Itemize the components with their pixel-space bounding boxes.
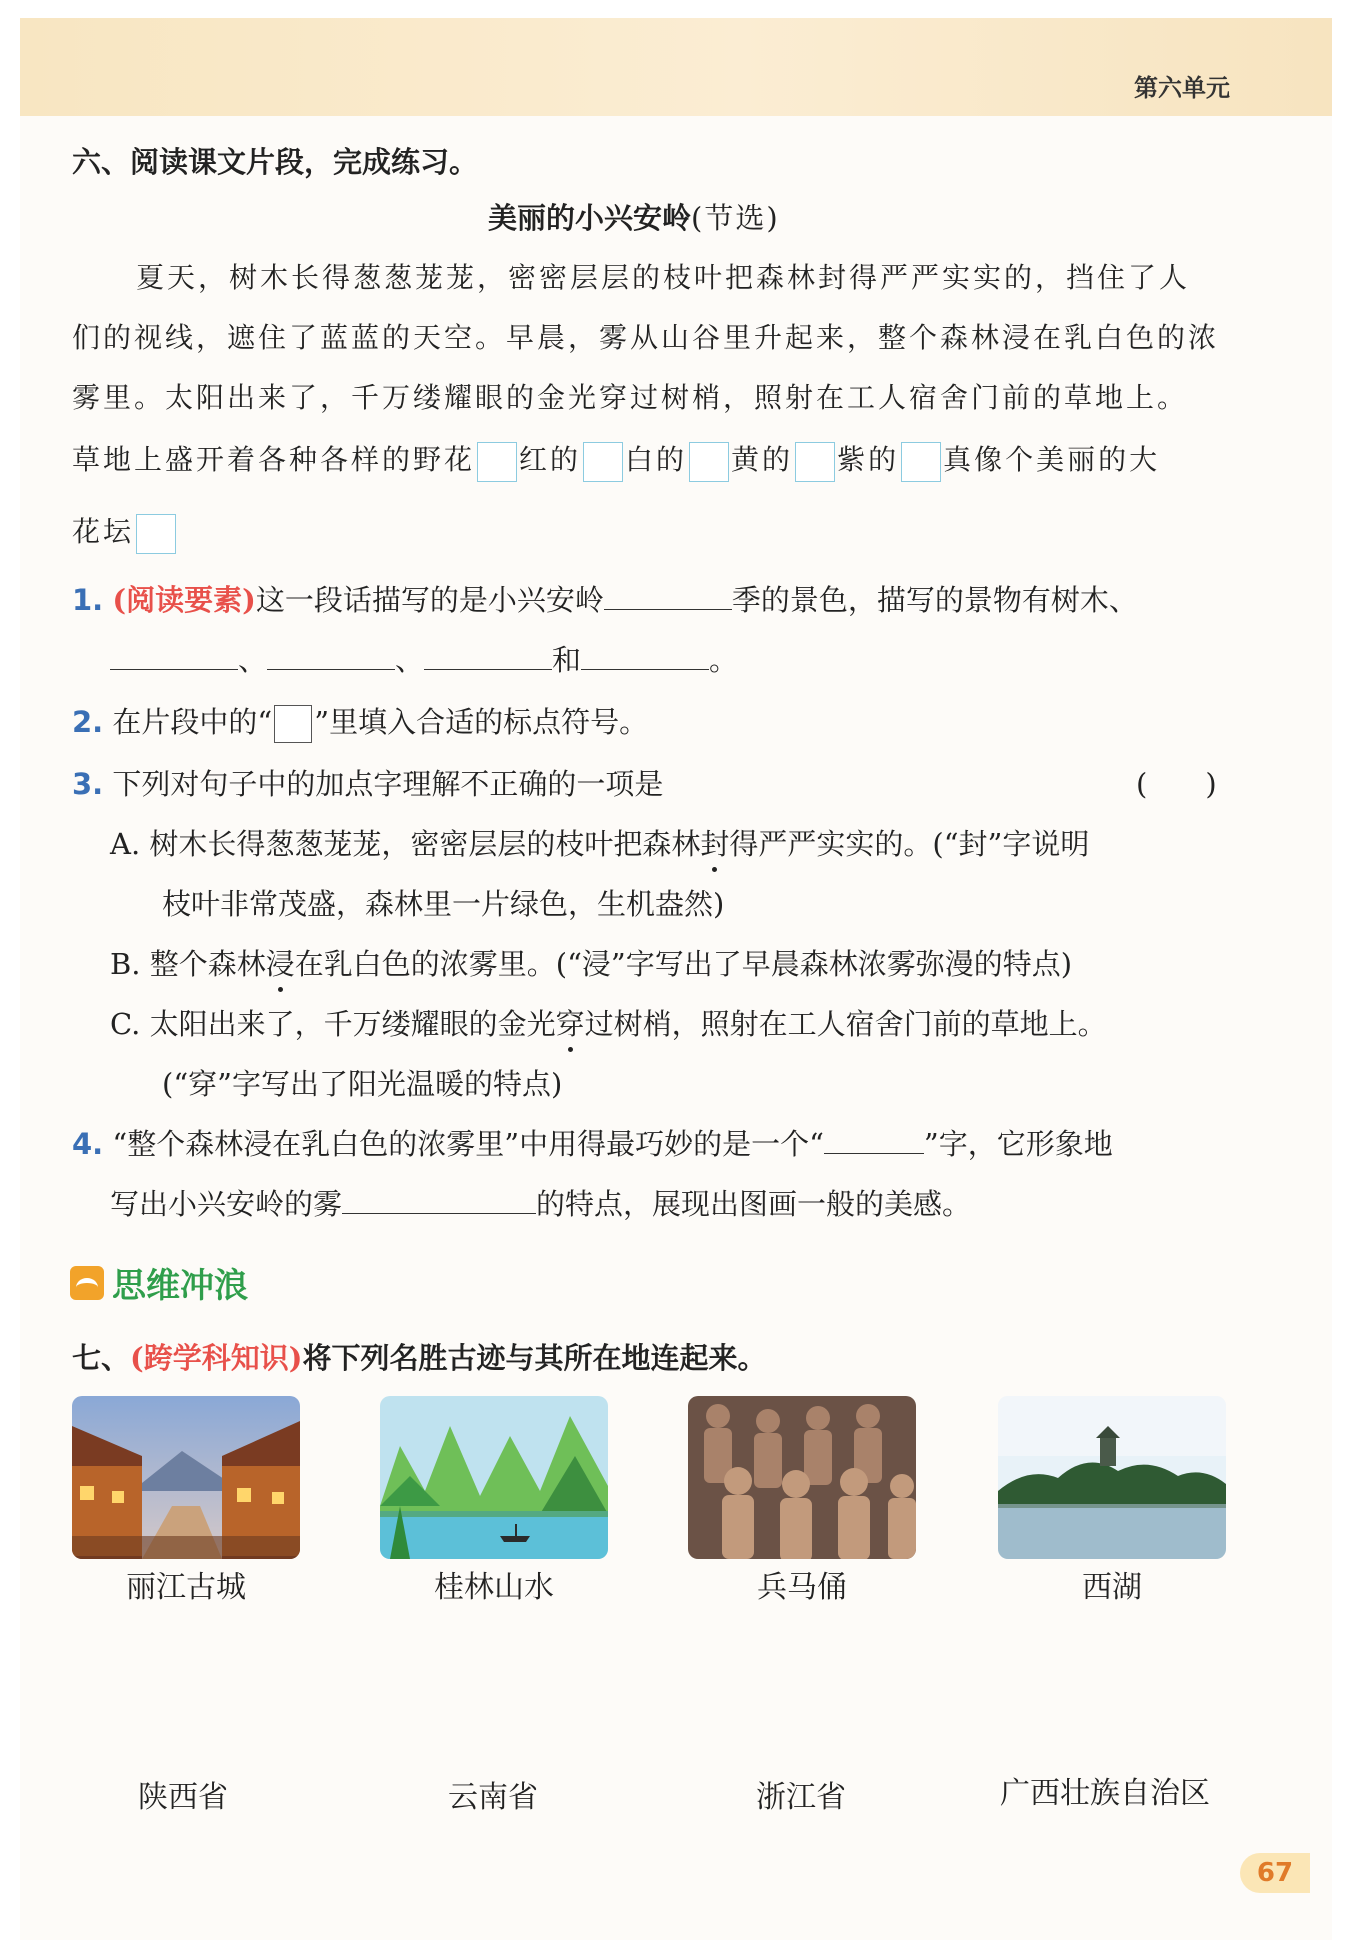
passage-text: 花坛 [72,515,135,548]
punctuation-box[interactable] [477,442,517,482]
question-number: 3. [72,767,104,801]
province-name[interactable]: 云南省 [448,1780,538,1815]
site-name[interactable]: 兵马俑 [757,1570,847,1605]
answer-blank[interactable] [267,639,395,670]
answer-blank[interactable] [604,579,732,610]
passage-line-2: 们的视线，遮住了蓝蓝的天空。早晨，雾从山谷里升起来，整个森林浸在乳白色的浓 [72,321,1220,354]
question-text: ”里填入合适的标点符号。 [314,705,649,739]
passage-line-1: 夏天，树木长得葱葱茏茏，密密层层的枝叶把森林封得严严实实的，挡住了人 [136,261,1191,294]
answer-blank[interactable] [824,1123,924,1154]
section7-heading [72,1336,766,1377]
question-text: 的特点，展现出图画一般的美感。 [536,1187,972,1221]
thinking-label: 思维冲浪 [112,1266,248,1306]
punctuation-box[interactable] [136,514,176,554]
option-label: C. [110,1007,141,1041]
passage-text: 紫的 [837,443,900,476]
question-text: “整个森林浸在乳白色的浓雾里”中用得最巧妙的是一个“ [112,1127,824,1161]
answer-paren[interactable]: ( ) [1136,767,1217,801]
site-name[interactable]: 桂林山水 [434,1570,554,1605]
section6-heading: 六、阅读课文片段，完成练习。 [72,145,479,179]
option-c[interactable] [110,1002,1107,1043]
site-name[interactable]: 西湖 [1082,1570,1142,1605]
photo-guilin-landscape [380,1396,608,1559]
photo-lijiang-old-town [72,1396,300,1559]
passage-text: 白的 [625,443,688,476]
period: 。 [709,643,739,677]
option-label: A. [110,827,141,861]
option-a[interactable] [110,822,1089,863]
question-number: 1. [72,583,104,617]
question-2 [72,700,648,743]
question-4-line-2 [110,1182,971,1223]
section7-tag: (跨学科知识) [130,1341,303,1375]
answer-blank[interactable] [110,639,238,670]
question-1-line-2 [110,638,738,679]
thinking-section-header [70,1258,248,1307]
passage-text: 真像个美丽的大 [943,443,1161,476]
passage-line-4 [72,438,1160,482]
punctuation-box[interactable] [795,442,835,482]
question-text: 写出小兴安岭的雾 [110,1187,343,1221]
option-text: 得严严实实的。(“封”字说明 [729,827,1090,861]
question-text: 这一段话描写的是小兴安岭 [255,583,604,617]
separator: 、 [395,643,425,677]
photo-west-lake [998,1396,1226,1559]
unit-label: 第六单元 [1134,74,1230,102]
option-text: 整个森林 [149,947,266,981]
passage-line-5 [72,510,178,554]
passage-line-3: 雾里。太阳出来了，千万缕耀眼的金光穿过树梢，照射在工人宿舍门前的草地上。 [72,381,1189,414]
punctuation-box[interactable] [901,442,941,482]
passage-title-note: (节选) [691,201,780,235]
question-4 [72,1122,1113,1163]
passage-text: 红的 [519,443,582,476]
section7-number: 七、 [72,1341,131,1375]
photo-terracotta-warriors [688,1396,916,1559]
option-text: 过树梢，照射在工人宿舍门前的草地上。 [584,1007,1107,1041]
passage-title [488,196,780,237]
wave-icon [70,1266,104,1300]
punctuation-box[interactable] [689,442,729,482]
site-name[interactable]: 丽江古城 [126,1570,246,1605]
province-name[interactable]: 浙江省 [756,1780,846,1815]
question-text: 下列对句子中的加点字理解不正确的一项是 [112,767,664,801]
option-text: 太阳出来了，千万缕耀眼的金光 [149,1007,556,1041]
question-text: ”字，它形象地 [923,1127,1113,1161]
question-number: 4. [72,1127,104,1161]
dotted-char: 浸 [266,942,295,983]
page-number: 67 [1240,1853,1310,1893]
separator: 、 [238,643,268,677]
conjunction: 和 [552,643,582,677]
passage-text: 黄的 [731,443,794,476]
option-label: B. [110,947,141,981]
answer-blank[interactable] [342,1183,536,1214]
answer-blank[interactable] [581,639,709,670]
sample-box [274,705,312,743]
dotted-char: 封 [700,822,729,863]
punctuation-box[interactable] [583,442,623,482]
question-3 [72,762,663,803]
section7-text: 将下列名胜古迹与其所在地连起来。 [302,1341,767,1375]
question-tag: (阅读要素) [112,583,256,617]
question-text: 在片段中的“ [112,705,273,739]
option-c-line-2: (“穿”字写出了阳光温暖的特点) [162,1067,563,1101]
passage-title-text: 美丽的小兴安岭 [488,201,692,235]
answer-blank[interactable] [424,639,552,670]
question-number: 2. [72,705,104,739]
province-name[interactable]: 广西壮族自治区 [1000,1776,1210,1811]
option-a-line-2: 枝叶非常茂盛，森林里一片绿色，生机盎然) [162,887,725,921]
option-text: 在乳白色的浓雾里。(“浸”字写出了早晨森林浓雾弥漫的特点) [294,947,1073,981]
dotted-char: 穿 [556,1002,585,1043]
option-b[interactable] [110,942,1072,983]
question-1 [72,578,1138,619]
question-text: 季的景色，描写的景物有树木、 [731,583,1138,617]
option-text: 树木长得葱葱茏茏，密密层层的枝叶把森林 [149,827,701,861]
passage-text: 草地上盛开着各种各样的野花 [72,443,476,476]
province-name[interactable]: 陕西省 [138,1780,228,1815]
